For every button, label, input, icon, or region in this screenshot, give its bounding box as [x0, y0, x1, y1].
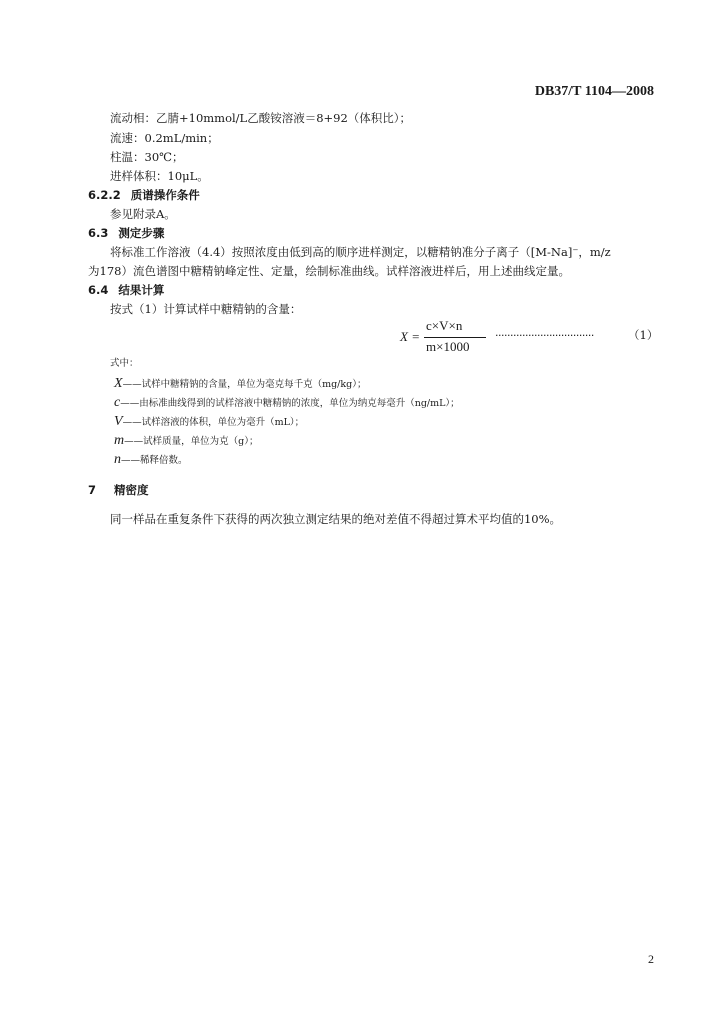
- symbol: m: [114, 433, 125, 448]
- flow-rate-line: 流速：0.2mL/min；: [110, 131, 219, 145]
- where-intro: 式中：: [110, 358, 139, 369]
- definition: ——由标准曲线得到的试样溶液中糖精钠的浓度，单位为纳克每毫升（ng/mL）；: [120, 398, 460, 409]
- section-6-4-intro: 按式（1）计算试样中糖精钠的含量：: [110, 302, 302, 316]
- document-id: DB37/T 1104—2008: [534, 84, 654, 99]
- symbol: n: [114, 452, 121, 467]
- formula-lhs: X =: [400, 329, 420, 344]
- injection-volume-line: 进样体积：10μL。: [110, 169, 209, 183]
- section-title: 精密度: [114, 483, 149, 497]
- section-title: 质谱操作条件: [130, 188, 200, 202]
- definition: ——试样中糖精钠的含量，单位为毫克每千克（mg/kg）；: [122, 379, 367, 390]
- definition: ——稀释倍数。: [121, 455, 188, 466]
- section-6-3-paragraph-line-1: 将标准工作溶液（4.4）按照浓度由低到高的顺序进样测定，以糖精钠准分子离子（[M-Na]⁻，m/z: [110, 245, 611, 259]
- symbol: V: [114, 414, 123, 429]
- section-6-3-heading: [88, 227, 164, 241]
- section-6-2-2-text: 参见附录A。: [110, 207, 176, 221]
- mobile-phase-line: 流动相：乙腈+10mmol/L乙酸铵溶液＝8+92（体积比）；: [110, 111, 412, 125]
- formula: [396, 318, 496, 356]
- section-7-heading: [88, 484, 149, 498]
- section-7-text: 同一样品在重复条件下获得的两次独立测定结果的绝对差值不得超过算术平均值的10%。: [110, 512, 562, 526]
- formula-numerator: c×V×n: [426, 318, 463, 333]
- section-6-3-paragraph-line-2: 为178）流色谱图中糖精钠峰定性、定量，绘制标准曲线。试样溶液进样后，用上述曲线定量。: [88, 264, 570, 278]
- where-item-v: [114, 414, 304, 431]
- formula-leader-dots: ·································: [495, 329, 594, 342]
- section-6-4-heading: [88, 284, 164, 298]
- where-item-m: [114, 433, 258, 450]
- where-item-n: [114, 452, 188, 469]
- where-item-x: [114, 376, 366, 393]
- section-6-2-2-heading: [88, 189, 200, 203]
- symbol: X: [114, 376, 123, 391]
- column-temp-line: 柱温：30℃；: [110, 150, 184, 164]
- where-item-c: [114, 395, 460, 412]
- section-title: 结果计算: [118, 283, 165, 297]
- section-number: 6.4: [88, 283, 109, 297]
- section-title: 测定步骤: [118, 226, 165, 240]
- symbol: c: [114, 395, 121, 410]
- fraction-bar: [424, 337, 486, 338]
- definition: ——试样质量，单位为克（g）；: [124, 436, 259, 447]
- section-number: 6.3: [88, 226, 109, 240]
- page-number: 2: [648, 952, 654, 966]
- section-number: 7: [88, 483, 97, 497]
- section-number: 6.2.2: [88, 188, 121, 202]
- formula-denominator: m×1000: [426, 339, 470, 354]
- definition: ——试样溶液的体积，单位为毫升（mL）；: [122, 417, 305, 428]
- equation-number: （1）: [628, 328, 659, 342]
